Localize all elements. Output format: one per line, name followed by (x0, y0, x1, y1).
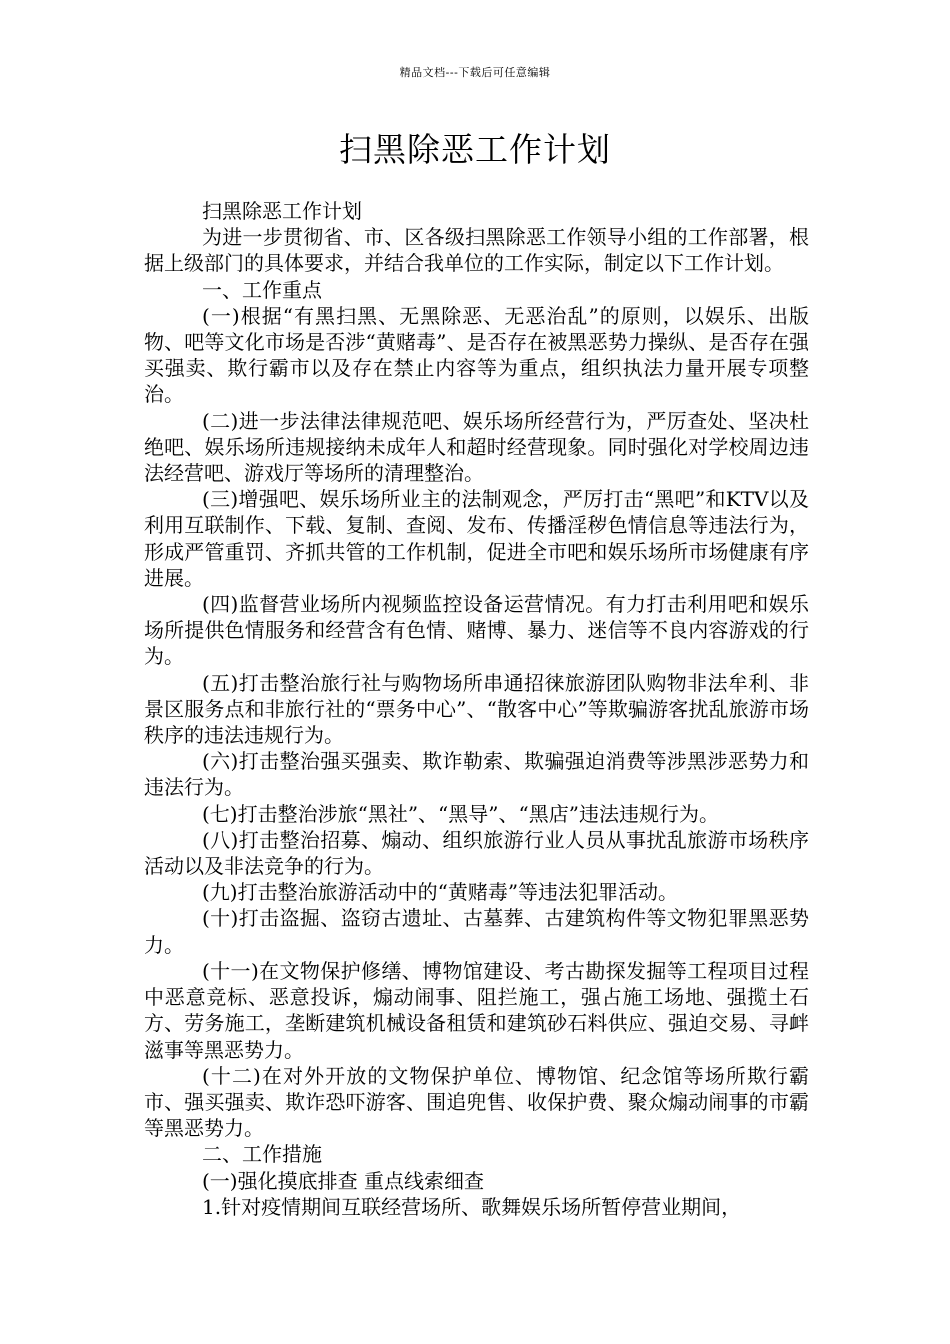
subsection-heading-1: (一)强化摸底排查 重点线索细查 (202, 1168, 484, 1193)
section-heading-focus: 一、工作重点 (202, 277, 322, 302)
paragraph-measure-1: 1.针对疫情期间互联经营场所、歌舞娱乐场所暂停营业期间， (202, 1194, 742, 1219)
paragraph-item-12: (十二)在对外开放的文物保护单位、博物馆、纪念馆等场所欺行霸市、强买强卖、欺诈恐吓游客、围追兜售、收保护费、聚众煽动闹事的市霸等黑恶势力。 (144, 1063, 809, 1141)
paragraph-item-9: (九)打击整治旅游活动中的“黄赌毒”等违法犯罪活动。 (202, 880, 679, 905)
document-body (144, 198, 809, 1220)
document-title: 扫黑除恶工作计划 (339, 130, 611, 169)
paragraph-item-3: (三)增强吧、娱乐场所业主的法制观念，严厉打击“黑吧”和KTV以及利用互联制作、下载、复制、查阅、发布、传播淫秽色情信息等违法行为，形成严管重罚、齐抓共管的工作机制，促进全市吧和娱乐场所市场健康有序进展。 (144, 487, 809, 590)
paragraph-item-2: (二)进一步法律法律规范吧、娱乐场所经营行为，严厉查处、坚决杜绝吧、娱乐场所违规接纳未成年人和超时经营现象。同时强化对学校周边违法经营吧、游戏厅等场所的清理整治。 (144, 408, 809, 486)
paragraph-item-4: (四)监督营业场所内视频监控设备运营情况。有力打击利用吧和娱乐场所提供色情服务和经营含有色情、赌博、暴力、迷信等不良内容游戏的行为。 (144, 592, 809, 669)
paragraph-item-6: (六)打击整治强买强卖、欺诈勒索、欺骗强迫消费等涉黑涉恶势力和违法行为。 (144, 749, 809, 800)
header-note: 精品文档---下载后可任意编辑 (399, 66, 551, 79)
paragraph-item-10: (十)打击盗掘、盗窃古遗址、古墓葬、古建筑构件等文物犯罪黑恶势力。 (144, 906, 809, 957)
paragraph-item-11: (十一)在文物保护修缮、博物馆建设、考古勘探发掘等工程项目过程中恶意竞标、恶意投诉，煽动闹事、阻拦施工，强占施工场地、强揽土石方、劳务施工，垄断建筑机械设备租赁和建筑砂石料供应、强迫交易、寻衅滋事等黑恶势力。 (144, 958, 809, 1062)
paragraph-intro: 为进一步贯彻省、市、区各级扫黑除恶工作领导小组的工作部署，根据上级部门的具体要求，并结合我单位的工作实际，制定以下工作计划。 (144, 225, 809, 276)
paragraph-subtitle: 扫黑除恶工作计划 (202, 199, 362, 223)
paragraph-item-5: (五)打击整治旅行社与购物场所串通招徕旅游团队购物非法牟利、非景区服务点和非旅行社的“票务中心”、“散客中心”等欺骗游客扰乱旅游市场秩序的违法违规行为。 (144, 670, 809, 748)
paragraph-item-8: (八)打击整治招募、煽动、组织旅游行业人员从事扰乱旅游市场秩序活动以及非法竞争的行为。 (144, 827, 809, 879)
section-heading-measures: 二、工作措施 (202, 1142, 322, 1167)
paragraph-item-1: (一)根据“有黑扫黑、无黑除恶、无恶治乱”的原则，以娱乐、出版物、吧等文化市场是否涉“黄赌毒”、是否存在被黑恶势力操纵、是否存在强买强卖、欺行霸市以及存在禁止内容等为重点，组织执法力量开展专项整治。 (144, 303, 809, 407)
paragraph-item-7: (七)打击整治涉旅“黑社”、“黑导”、“黑店”违法违规行为。 (202, 801, 719, 826)
